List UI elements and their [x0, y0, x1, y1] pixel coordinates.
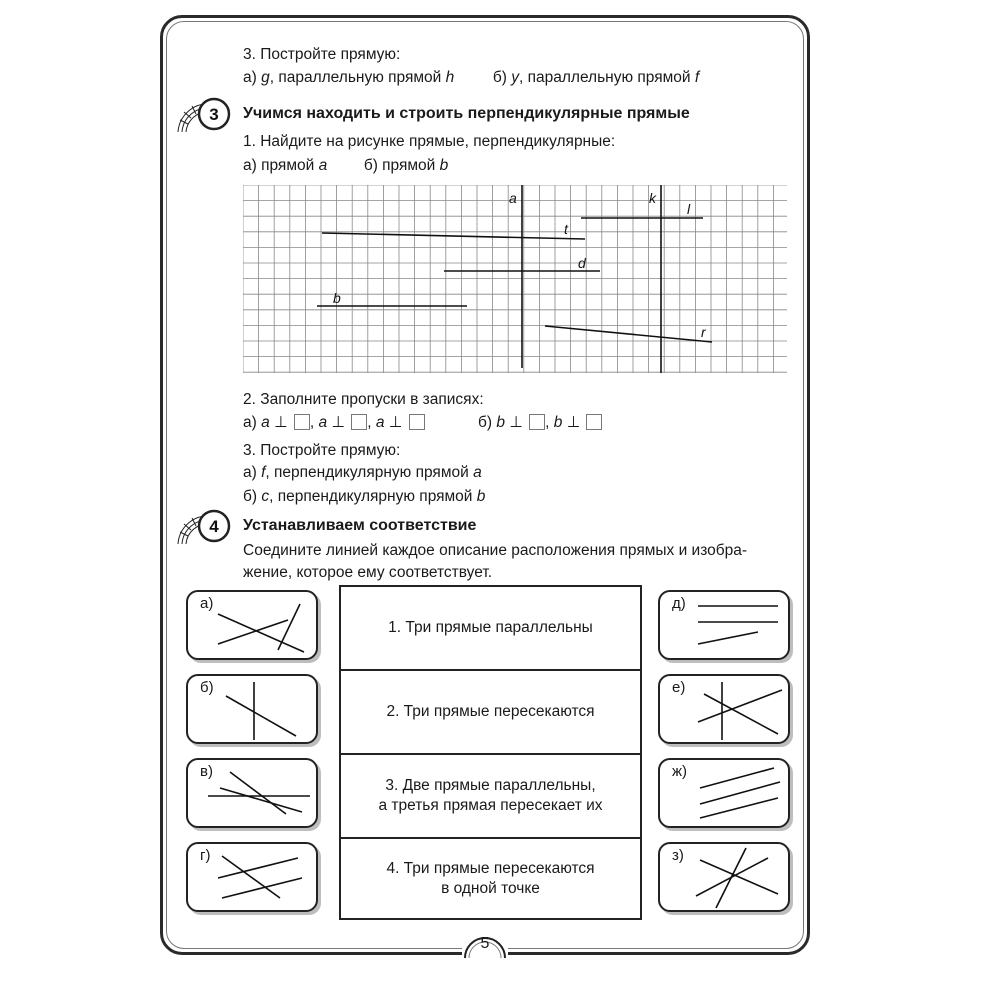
- card-v-lines: [188, 760, 320, 830]
- ref: b: [476, 488, 486, 505]
- card-label: д): [672, 595, 686, 612]
- card-v[interactable]: [186, 758, 318, 828]
- label-a: a: [509, 190, 517, 206]
- card-e[interactable]: [658, 674, 790, 744]
- section3-q1-options: [243, 156, 448, 176]
- card-label: б): [200, 679, 214, 696]
- task2-part3-title: 3. Постройте прямую:: [243, 46, 401, 63]
- line-t: [322, 233, 585, 239]
- section3-q2-blanks-a: [243, 413, 425, 433]
- text: , параллельную прямой: [518, 69, 695, 86]
- label: а) прямой: [243, 157, 319, 174]
- card-z[interactable]: [658, 842, 790, 912]
- answer-blank[interactable]: [294, 414, 310, 430]
- perp-symbol: ⊥: [504, 414, 528, 431]
- card-label: ж): [672, 763, 688, 780]
- card-g[interactable]: [186, 842, 318, 912]
- var: a: [318, 157, 328, 174]
- page-number-text: 5: [480, 935, 490, 952]
- label-t: t: [564, 221, 568, 237]
- card-label: а): [200, 595, 214, 612]
- section3-q2: 2. Заполните пропуски в записях:: [243, 391, 484, 408]
- card-label: г): [200, 847, 211, 864]
- section4-heading: Устанавливаем соответствие: [243, 517, 477, 534]
- sun-icon: [172, 92, 236, 136]
- card-e-lines: [660, 676, 792, 746]
- text: , перпендикулярную прямой: [269, 488, 477, 505]
- label: а): [243, 464, 262, 481]
- description-text: а третья прямая пересекает их: [378, 797, 603, 814]
- var: b: [439, 157, 449, 174]
- ref: a: [473, 464, 482, 481]
- section3-q1: 1. Найдите на рисунке прямые, перпендикулярные:: [243, 133, 616, 150]
- comma: ,: [545, 414, 554, 431]
- sun-icon: [172, 504, 236, 548]
- answer-blank[interactable]: [586, 414, 602, 430]
- section3-heading: Учимся находить и строить перпендикулярные прямые: [243, 105, 690, 122]
- perp-symbol: ⊥: [384, 414, 407, 431]
- card-d[interactable]: [658, 590, 790, 660]
- card-zh[interactable]: [658, 758, 790, 828]
- section4-instruction-2: жение, которое ему соответствует.: [243, 564, 493, 581]
- card-d-lines: [660, 592, 792, 662]
- label: б): [478, 414, 497, 431]
- card-label: е): [672, 679, 686, 696]
- section3-q3-a: [243, 463, 482, 483]
- page-number: [462, 928, 508, 964]
- var: a: [318, 414, 328, 431]
- task2-part3-answers: [243, 68, 699, 88]
- description-1[interactable]: [341, 587, 640, 671]
- description-4[interactable]: [341, 839, 640, 918]
- label: б): [492, 69, 512, 86]
- perp-symbol: ⊥: [562, 414, 585, 431]
- card-g-lines: [188, 844, 320, 914]
- card-b-lines: [188, 676, 320, 746]
- label: а): [243, 414, 262, 431]
- card-a-lines: [188, 592, 320, 662]
- var: b: [496, 414, 505, 431]
- label-r: r: [701, 324, 706, 340]
- text: , перпендикулярную прямой: [265, 464, 474, 481]
- section3-q2-blanks-b: [478, 413, 602, 433]
- card-b[interactable]: [186, 674, 318, 744]
- answer-blank[interactable]: [351, 414, 367, 430]
- description-text: 4. Три прямые пересекаются: [386, 859, 595, 877]
- description-3[interactable]: [341, 755, 640, 839]
- var: c: [261, 488, 270, 505]
- section4-instruction-1: Соедините линией каждое описание расположения прямых и изобра-: [243, 542, 748, 559]
- ref: f: [694, 69, 700, 86]
- ref: h: [445, 69, 455, 86]
- text: , параллельную прямой: [269, 69, 446, 86]
- grid-lines: [243, 185, 787, 373]
- section4-number: 4: [209, 517, 219, 536]
- label: б) прямой: [363, 157, 440, 174]
- perp-symbol: ⊥: [269, 414, 292, 431]
- label-k: k: [649, 190, 656, 206]
- description-text: 3. Две прямые параллельны,: [385, 777, 596, 794]
- label: а): [243, 69, 262, 86]
- card-zh-lines: [660, 760, 792, 830]
- answer-blank[interactable]: [529, 414, 545, 430]
- var: a: [261, 414, 270, 431]
- description-2[interactable]: [341, 671, 640, 755]
- description-text: в одной точке: [441, 879, 540, 897]
- label: б): [243, 488, 262, 505]
- var: b: [553, 414, 563, 431]
- description-text: 1. Три прямые параллельны: [388, 619, 593, 636]
- card-label: в): [200, 763, 213, 780]
- section3-number: 3: [209, 105, 219, 124]
- comma: ,: [367, 414, 376, 431]
- var: f: [261, 464, 266, 481]
- line-r: [545, 326, 712, 342]
- descriptions-table: [339, 585, 642, 920]
- description-text: 2. Три прямые пересекаются: [386, 703, 595, 720]
- label-b: b: [333, 290, 341, 306]
- card-a[interactable]: [186, 590, 318, 660]
- label-d: d: [578, 255, 586, 271]
- comma: ,: [309, 414, 319, 431]
- card-label: з): [672, 847, 684, 864]
- var: g: [261, 69, 270, 86]
- grid-figure: [243, 185, 787, 377]
- card-z-lines: [660, 844, 792, 914]
- var: a: [375, 414, 385, 431]
- label-l: l: [687, 201, 691, 217]
- section3-q3: 3. Постройте прямую:: [243, 442, 401, 459]
- var: y: [511, 69, 519, 86]
- answer-blank[interactable]: [409, 414, 425, 430]
- section3-q3-b: [243, 487, 485, 507]
- perp-symbol: ⊥: [327, 414, 350, 431]
